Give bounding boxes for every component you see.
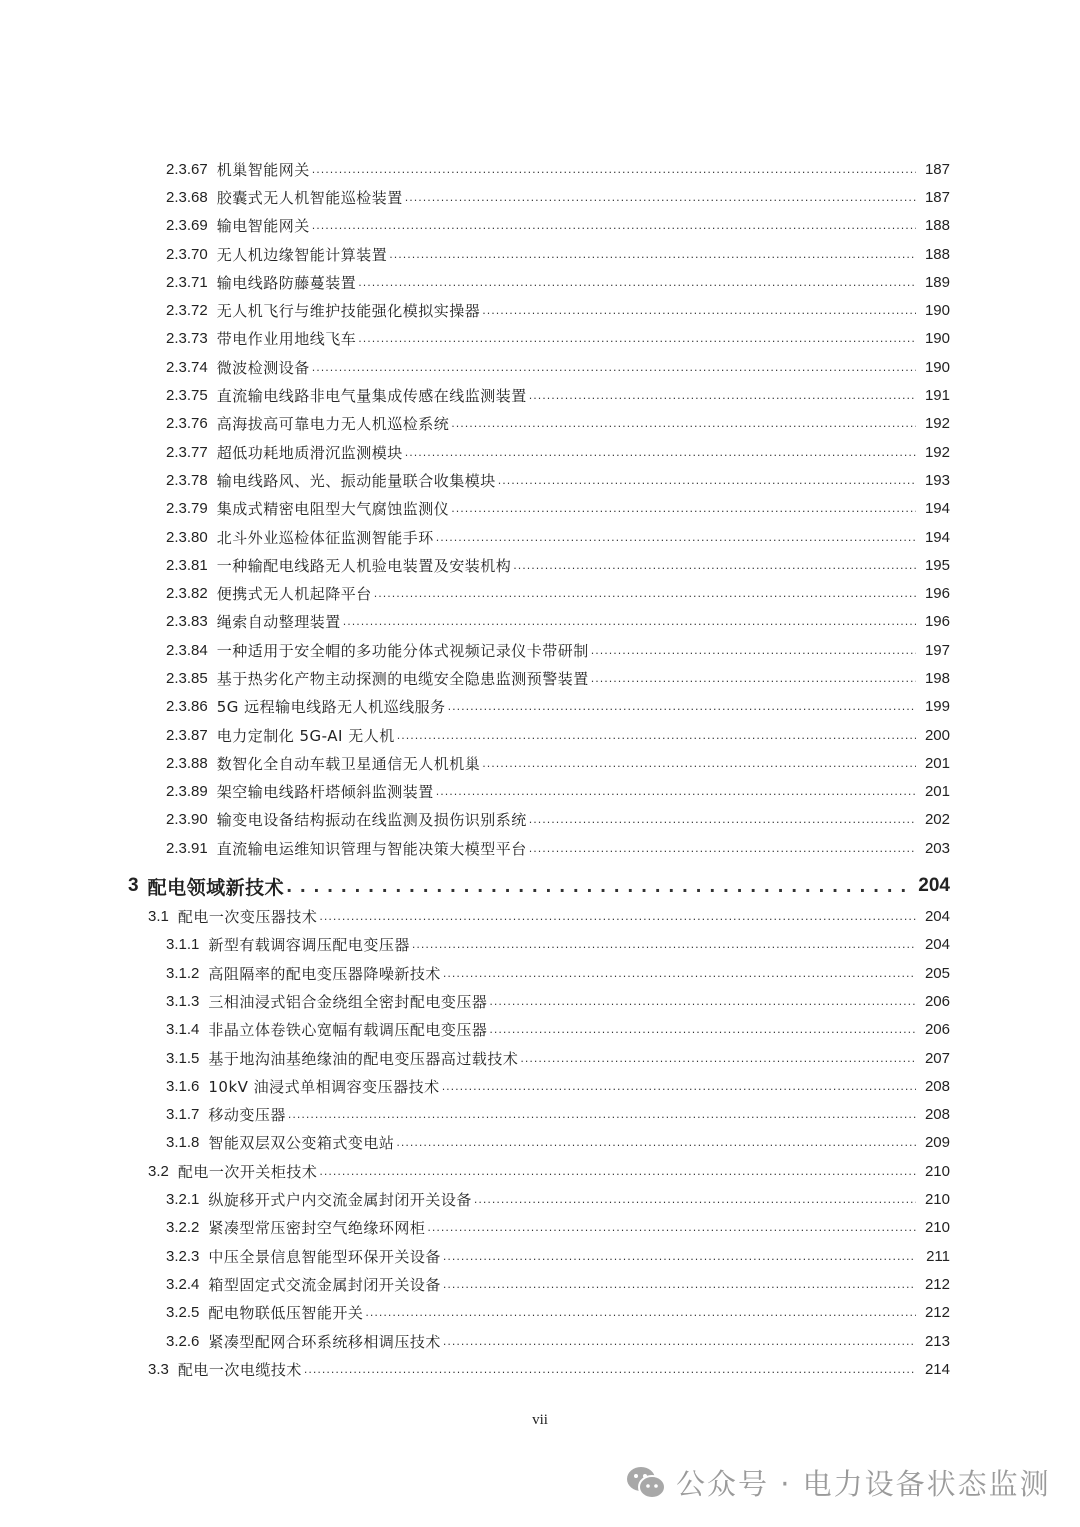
toc-entry[interactable] xyxy=(0,987,950,1015)
dot-leader xyxy=(529,842,916,855)
toc-entry[interactable] xyxy=(0,806,950,834)
toc-entry-page: 191 xyxy=(924,387,950,405)
toc-entry-title: 新型有载调容调压配电变压器 xyxy=(208,936,410,955)
dot-leader xyxy=(443,1335,916,1348)
toc-entry-title: 移动变压器 xyxy=(208,1106,286,1125)
toc-entry-number: 3.1.4 xyxy=(166,1021,200,1039)
toc-entry[interactable] xyxy=(0,240,950,268)
toc-entry-page: 187 xyxy=(924,160,950,178)
dot-leader xyxy=(312,219,916,232)
toc-entry-page: 212 xyxy=(924,1304,950,1322)
toc-entry-title: 输电线路防藤蔓装置 xyxy=(216,273,357,292)
toc-entry-title: 机巢智能网关 xyxy=(216,160,310,179)
toc-entry[interactable] xyxy=(0,636,950,664)
toc-entry[interactable] xyxy=(0,959,950,987)
toc-entry-title: 箱型固定式交流金属封闭开关设备 xyxy=(208,1275,441,1294)
toc-entry-number: 3.2 xyxy=(148,1162,169,1180)
dot-leader xyxy=(396,1136,916,1149)
toc-entry-number: 2.3.72 xyxy=(166,302,208,320)
dot-leader xyxy=(443,1278,916,1291)
toc-entry-title: 基于地沟油基绝缘油的配电变压器高过载技术 xyxy=(208,1049,519,1068)
toc-entry-number: 2.3.89 xyxy=(166,783,208,801)
toc-entry-number: 2.3.78 xyxy=(166,471,208,489)
dot-leader xyxy=(451,502,916,515)
toc-entry-number: 2.3.88 xyxy=(166,754,208,772)
toc-entry-title: 便携式无人机起降平台 xyxy=(216,585,372,604)
dot-leader xyxy=(442,1080,916,1093)
toc-entry-title: 高阻隔率的配电变压器降噪新技术 xyxy=(208,964,441,983)
toc-entry-page: 207 xyxy=(924,1049,950,1067)
toc-entry-title: 带电作业用地线飞车 xyxy=(216,330,357,349)
toc-entry-page: 203 xyxy=(924,839,950,857)
toc-entry[interactable] xyxy=(0,749,950,777)
watermark xyxy=(626,1462,1051,1503)
toc-entry[interactable] xyxy=(0,778,950,806)
toc-entry-page: 201 xyxy=(924,783,950,801)
dot-leader xyxy=(489,1023,916,1036)
dot-leader xyxy=(436,785,916,798)
toc-entry-number: 2.3.76 xyxy=(166,415,208,433)
toc-entry-page: 205 xyxy=(924,964,950,982)
toc-entry-page: 193 xyxy=(924,471,950,489)
toc-entry-number: 3.1.3 xyxy=(166,992,200,1010)
toc-entry-number: 3.1.1 xyxy=(166,936,200,954)
toc-entry-page: 189 xyxy=(924,273,950,291)
toc-entry[interactable] xyxy=(0,551,950,579)
toc-entry[interactable] xyxy=(0,183,950,211)
toc-entry-number: 3 xyxy=(128,875,139,897)
dot-leader xyxy=(591,672,916,685)
toc-entry-page: 196 xyxy=(924,585,950,603)
toc-entry[interactable] xyxy=(0,381,950,409)
toc-entry-title: 电力定制化 5G-AI 无人机 xyxy=(216,726,395,745)
dot-leader xyxy=(451,417,916,430)
toc-entry-page: 194 xyxy=(924,528,950,546)
toc-entry[interactable] xyxy=(0,1355,950,1383)
dot-leader xyxy=(482,757,916,770)
toc-entry-number: 2.3.84 xyxy=(166,641,208,659)
toc-entry-title: 绳索自动整理装置 xyxy=(216,613,341,632)
toc-entry-number: 3.3 xyxy=(148,1360,169,1378)
dot-leader xyxy=(358,332,916,345)
toc-entry-title: 输电智能网关 xyxy=(216,217,310,236)
toc-entry-page: 188 xyxy=(924,245,950,263)
page-number: vii xyxy=(532,1412,548,1428)
toc-entry-title: 配电领域新技术 xyxy=(147,876,285,899)
dot-leader xyxy=(443,1250,916,1263)
toc-entry-number: 3.1.7 xyxy=(166,1106,200,1124)
dot-leader xyxy=(498,474,916,487)
toc-entry[interactable] xyxy=(0,1044,950,1072)
toc-entry-page: 195 xyxy=(924,556,950,574)
toc-entry-page: 201 xyxy=(924,754,950,772)
toc-entry-page: 206 xyxy=(924,1021,950,1039)
toc-entry-page: 197 xyxy=(924,641,950,659)
toc-entry-title: 直流输电线路非电气量集成传感在线监测装置 xyxy=(216,387,527,406)
toc-entry[interactable] xyxy=(0,721,950,749)
toc-entry-title: 三相油浸式铝合金绕组全密封配电变压器 xyxy=(208,992,488,1011)
toc-entry-number: 2.3.80 xyxy=(166,528,208,546)
dot-leader xyxy=(482,304,916,317)
toc-entry[interactable] xyxy=(0,608,950,636)
toc-entry-number: 3.1.8 xyxy=(166,1134,200,1152)
toc-entry-title: 微波检测设备 xyxy=(216,358,310,377)
dot-leader xyxy=(412,938,916,951)
toc-entry-title: 紧凑型配网合环系统移相调压技术 xyxy=(208,1332,441,1351)
toc-entry-page: 192 xyxy=(924,415,950,433)
toc-entry-page: 204 xyxy=(918,875,950,897)
toc-entry-number: 2.3.75 xyxy=(166,387,208,405)
toc-entry-title: 紧凑型常压密封空气绝缘环网柜 xyxy=(208,1219,426,1238)
toc-entry-page: 199 xyxy=(924,698,950,716)
toc-entry-number: 3.2.6 xyxy=(166,1332,200,1350)
toc-entry-page: 204 xyxy=(924,908,950,926)
dot-leader xyxy=(397,729,916,742)
dot-leader xyxy=(591,644,916,657)
toc-entry[interactable] xyxy=(0,353,950,381)
toc-entry-title: 无人机飞行与维护技能强化模拟实操器 xyxy=(216,302,481,321)
toc-entry-title: 北斗外业巡检体征监测智能手环 xyxy=(216,528,434,547)
toc-entry-title: 纵旋移开式户内交流金属封闭开关设备 xyxy=(208,1191,472,1210)
toc-chapter-3[interactable] xyxy=(0,866,950,906)
dot-leader xyxy=(436,531,916,544)
toc-entry[interactable] xyxy=(0,693,950,721)
toc-entry-page: 200 xyxy=(924,726,950,744)
toc-entry-title: 架空输电线路杆塔倾斜监测装置 xyxy=(216,783,434,802)
toc-entry-number: 2.3.86 xyxy=(166,698,208,716)
toc-entry-number: 2.3.83 xyxy=(166,613,208,631)
toc-entry[interactable] xyxy=(0,410,950,438)
toc-entry-title: 直流输电运维知识管理与智能决策大模型平台 xyxy=(216,839,527,858)
dot-leader xyxy=(513,559,916,572)
toc-entry[interactable] xyxy=(0,902,950,930)
toc-entry-title: 超低功耗地质滑沉监测模块 xyxy=(216,443,403,462)
toc-entry[interactable] xyxy=(0,1185,950,1213)
toc-entry[interactable] xyxy=(0,1129,950,1157)
toc-entry-number: 2.3.77 xyxy=(166,443,208,461)
toc-entry-page: 196 xyxy=(924,613,950,631)
dot-leader xyxy=(405,191,916,204)
toc-entry-number: 3.1.5 xyxy=(166,1049,200,1067)
toc-entry-title: 10kV 油浸式单相调容变压器技术 xyxy=(208,1077,440,1096)
toc-entry-number: 2.3.82 xyxy=(166,585,208,603)
toc-entry-number: 3.2.4 xyxy=(166,1275,200,1293)
toc-entry-number: 2.3.68 xyxy=(166,188,208,206)
toc-entry-title: 基于热劣化产物主动探测的电缆安全隐患监测预警装置 xyxy=(216,669,589,688)
toc-entry[interactable] xyxy=(0,268,950,296)
dot-leader xyxy=(405,446,916,459)
dot-leader xyxy=(448,700,916,713)
toc-entry[interactable] xyxy=(0,579,950,607)
toc-entry-page: 210 xyxy=(924,1191,950,1209)
toc-entry-number: 2.3.71 xyxy=(166,273,208,291)
toc-entry-title: 配电物联低压智能开关 xyxy=(208,1304,364,1323)
toc-entry-page: 208 xyxy=(924,1077,950,1095)
dot-leader xyxy=(365,1306,916,1319)
toc-entry-title: 数智化全自动车载卫星通信无人机机巢 xyxy=(216,754,481,773)
toc-entry-number: 3.2.5 xyxy=(166,1304,200,1322)
toc-entry-page: 202 xyxy=(924,811,950,829)
toc-entry-page: 210 xyxy=(924,1219,950,1237)
wechat-icon xyxy=(626,1466,666,1500)
toc-entry-title: 配电一次电缆技术 xyxy=(177,1360,302,1379)
toc-entry-title: 输变电设备结构振动在线监测及损伤识别系统 xyxy=(216,811,527,830)
toc-entry-page: 212 xyxy=(924,1275,950,1293)
dot-leader xyxy=(489,995,916,1008)
toc-entry[interactable] xyxy=(0,1157,950,1185)
toc-entry[interactable] xyxy=(0,155,950,183)
toc-entry-title: 胶囊式无人机智能巡检装置 xyxy=(216,188,403,207)
toc-entry-page: 198 xyxy=(924,669,950,687)
toc-entry-title: 5G 远程输电线路无人机巡线服务 xyxy=(216,698,446,717)
dot-leader xyxy=(312,163,916,176)
toc-entry[interactable] xyxy=(0,523,950,551)
toc-entry[interactable] xyxy=(0,1016,950,1044)
toc-entry[interactable] xyxy=(0,466,950,494)
toc-entry-page: 210 xyxy=(924,1162,950,1180)
toc-entry[interactable] xyxy=(0,1214,950,1242)
toc-entry-page: 204 xyxy=(924,936,950,954)
toc-entry-number: 3.2.1 xyxy=(166,1191,200,1209)
dot-leader xyxy=(358,276,916,289)
toc-entry-number: 2.3.70 xyxy=(166,245,208,263)
toc-entry[interactable] xyxy=(0,438,950,466)
toc-entry-title: 配电一次开关柜技术 xyxy=(177,1162,318,1181)
toc-entry-page: 190 xyxy=(924,302,950,320)
dot-leader xyxy=(312,361,916,374)
toc-entry-title: 一种输配电线路无人机验电装置及安装机构 xyxy=(216,556,512,575)
toc-entry-page: 194 xyxy=(924,500,950,518)
toc-entry-page: 206 xyxy=(924,992,950,1010)
toc-entry[interactable] xyxy=(0,1101,950,1129)
toc-section-2-3 xyxy=(0,155,1080,862)
toc-entry[interactable] xyxy=(0,1327,950,1355)
table-of-contents xyxy=(0,155,1080,1383)
dot-leader xyxy=(304,1363,916,1376)
toc-entry-title: 中压全景信息智能型环保开关设备 xyxy=(208,1247,441,1266)
toc-entry-title: 非晶立体卷铁心宽幅有载调压配电变压器 xyxy=(208,1021,488,1040)
toc-entry-title: 一种适用于安全帽的多功能分体式视频记录仪卡带研制 xyxy=(216,641,589,660)
toc-entry-title: 输电线路风、光、振动能量联合收集模块 xyxy=(216,471,496,490)
toc-entry-page: 214 xyxy=(924,1360,950,1378)
toc-entry-number: 3.2.2 xyxy=(166,1219,200,1237)
toc-entry-number: 2.3.81 xyxy=(166,556,208,574)
toc-entry-title: 配电一次变压器技术 xyxy=(177,908,318,927)
toc-entry-number: 3.2.3 xyxy=(166,1247,200,1265)
dot-leader xyxy=(288,1108,916,1121)
toc-entry-page: 211 xyxy=(926,1247,950,1265)
toc-entry[interactable] xyxy=(0,296,950,324)
toc-entry-page: 213 xyxy=(924,1332,950,1350)
toc-entry[interactable] xyxy=(0,325,950,353)
toc-entry[interactable] xyxy=(0,664,950,692)
toc-entry-number: 2.3.73 xyxy=(166,330,208,348)
dot-leader xyxy=(529,813,916,826)
toc-entry-page: 190 xyxy=(924,330,950,348)
toc-entry-number: 2.3.79 xyxy=(166,500,208,518)
toc-entry-page: 188 xyxy=(924,217,950,235)
toc-entry-number: 3.1.6 xyxy=(166,1077,200,1095)
toc-entry-page: 187 xyxy=(924,188,950,206)
toc-entry[interactable] xyxy=(0,212,950,240)
toc-entry-number: 2.3.69 xyxy=(166,217,208,235)
dot-leader xyxy=(443,967,916,980)
watermark-text: 公众号 · 电力设备状态监测 xyxy=(676,1467,1051,1501)
dot-leader xyxy=(319,1165,916,1178)
toc-section-3 xyxy=(0,902,1080,1383)
dot-leader xyxy=(319,910,916,923)
toc-entry[interactable] xyxy=(0,495,950,523)
dot-leader xyxy=(343,615,916,628)
toc-entry-number: 3.1 xyxy=(148,908,169,926)
toc-entry[interactable] xyxy=(0,834,950,862)
dot-leader xyxy=(374,587,916,600)
dot-leader xyxy=(520,1052,916,1065)
toc-entry[interactable] xyxy=(0,931,950,959)
toc-entry-title: 无人机边缘智能计算装置 xyxy=(216,245,388,264)
toc-entry[interactable] xyxy=(0,1299,950,1327)
toc-entry-number: 2.3.74 xyxy=(166,358,208,376)
toc-entry-page: 208 xyxy=(924,1106,950,1124)
toc-entry-title: 高海拔高可靠电力无人机巡检系统 xyxy=(216,415,450,434)
dot-leader xyxy=(389,248,916,261)
dot-leader xyxy=(427,1221,916,1234)
toc-entry-title: 集成式精密电阻型大气腐蚀监测仪 xyxy=(216,500,450,519)
toc-entry[interactable] xyxy=(0,1242,950,1270)
toc-entry[interactable] xyxy=(0,1072,950,1100)
toc-entry-title: 智能双层双公变箱式变电站 xyxy=(208,1134,395,1153)
toc-entry-number: 2.3.85 xyxy=(166,669,208,687)
toc-entry-page: 209 xyxy=(924,1134,950,1152)
toc-entry[interactable] xyxy=(0,1270,950,1298)
dot-leader xyxy=(286,877,908,896)
toc-entry-number: 2.3.90 xyxy=(166,811,208,829)
toc-entry-number: 3.1.2 xyxy=(166,964,200,982)
toc-entry-page: 192 xyxy=(924,443,950,461)
toc-entry-number: 2.3.67 xyxy=(166,160,208,178)
toc-entry-number: 2.3.91 xyxy=(166,839,208,857)
dot-leader xyxy=(529,389,916,402)
toc-entry-number: 2.3.87 xyxy=(166,726,208,744)
toc-entry-page: 190 xyxy=(924,358,950,376)
dot-leader xyxy=(474,1193,916,1206)
